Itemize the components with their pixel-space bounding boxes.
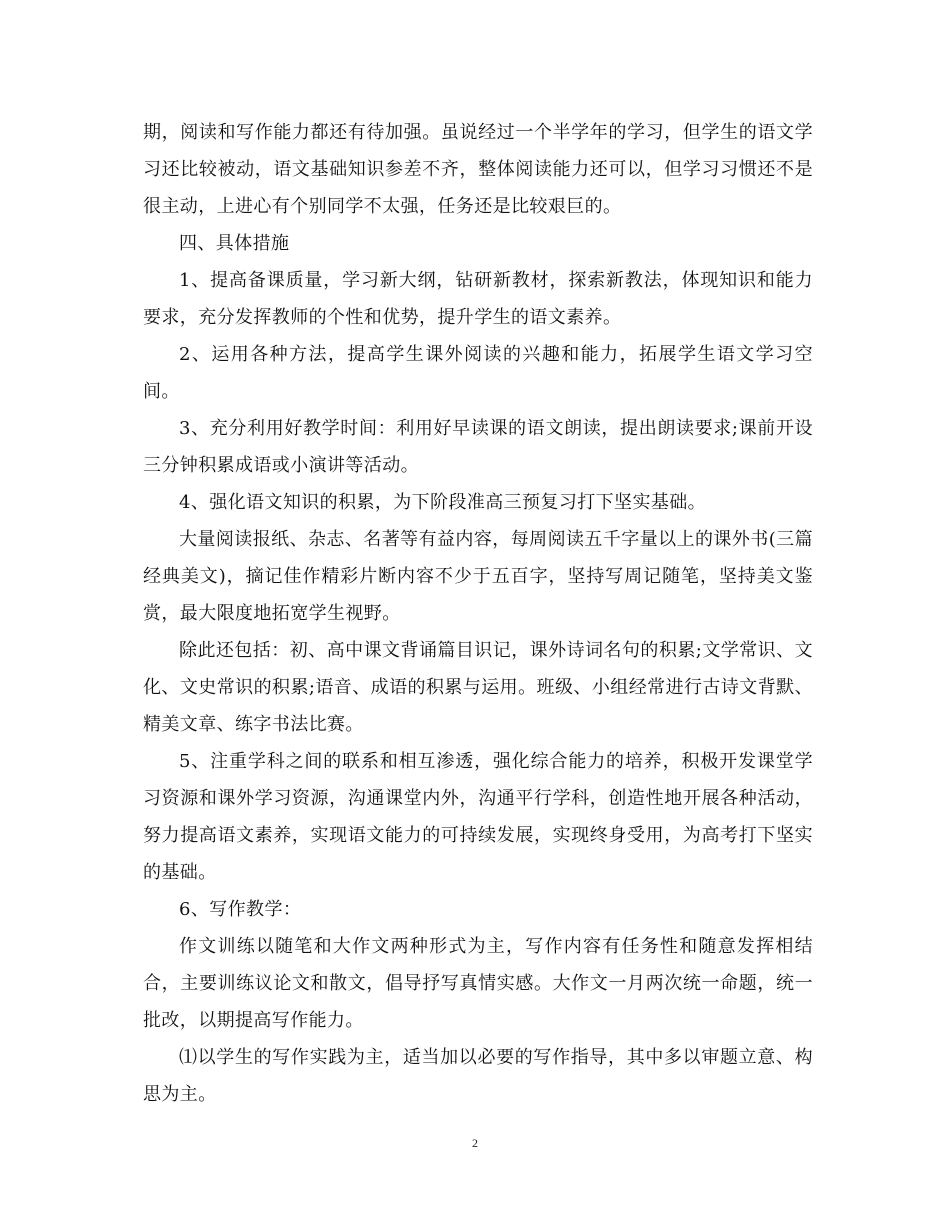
paragraph-1: 期，阅读和写作能力都还有待加强。虽说经过一个半学年的学习，但学生的语文学习还比较被动，语文基础知识参差不齐，整体阅读能力还可以，但学习习惯还不是很主动，上进心有个别同学不太强，任务还是比较艰巨的。 — [143, 122, 813, 217]
paragraph-measure-3: 3、充分利用好教学时间：利用好早读课的语文朗读，提出朗读要求;课前开设三分钟积累成语或小演讲等活动。 — [143, 418, 813, 476]
body-text — [143, 114, 813, 1113]
paragraph-additional: 除此还包括：初、高中课文背诵篇目识记，课外诗词名句的积累;文学常识、文化、文史常识的积累;语音、成语的积累与运用。班级、小组经常进行古诗文背默、精美文章、练字书法比赛。 — [143, 640, 813, 735]
paragraph-measure-2: 2、运用各种方法，提高学生课外阅读的兴趣和能力，拓展学生语文学习空间。 — [143, 344, 813, 402]
paragraph-reading: 大量阅读报纸、杂志、名著等有益内容，每周阅读五千字量以上的课外书(三篇经典美文)，摘记佳作精彩片断内容不少于五百字，坚持写周记随笔，坚持美文鉴赏，最大限度地拓宽学生视野。 — [143, 529, 813, 624]
section-heading-measures: 四、具体措施 — [179, 233, 290, 254]
paragraph-measure-6-heading: 6、写作教学： — [179, 899, 302, 920]
paragraph-writing-item-1: ⑴以学生的写作实践为主，适当加以必要的写作指导，其中多以审题立意、构思为主。 — [143, 1047, 813, 1105]
page-number: 2 — [472, 1136, 478, 1150]
paragraph-measure-1: 1、提高备课质量，学习新大纲，钻研新教材，探索新教法，体现知识和能力要求，充分发挥教师的个性和优势，提升学生的语文素养。 — [143, 270, 813, 328]
paragraph-measure-4: 4、强化语文知识的积累，为下阶段准高三预复习打下坚实基础。 — [179, 492, 707, 513]
paragraph-measure-5: 5、注重学科之间的联系和相互渗透，强化综合能力的培养，积极开发课堂学习资源和课外学习资源，沟通课堂内外，沟通平行学科，创造性地开展各种活动，努力提高语文素养，实现语文能力的可持续发展，实现终身受用，为高考打下坚实的基础。 — [143, 751, 813, 883]
paragraph-writing-training: 作文训练以随笔和大作文两种形式为主，写作内容有任务性和随意发挥相结合，主要训练议论文和散文，倡导抒写真情实感。大作文一月两次统一命题，统一批改，以期提高写作能力。 — [143, 936, 813, 1031]
